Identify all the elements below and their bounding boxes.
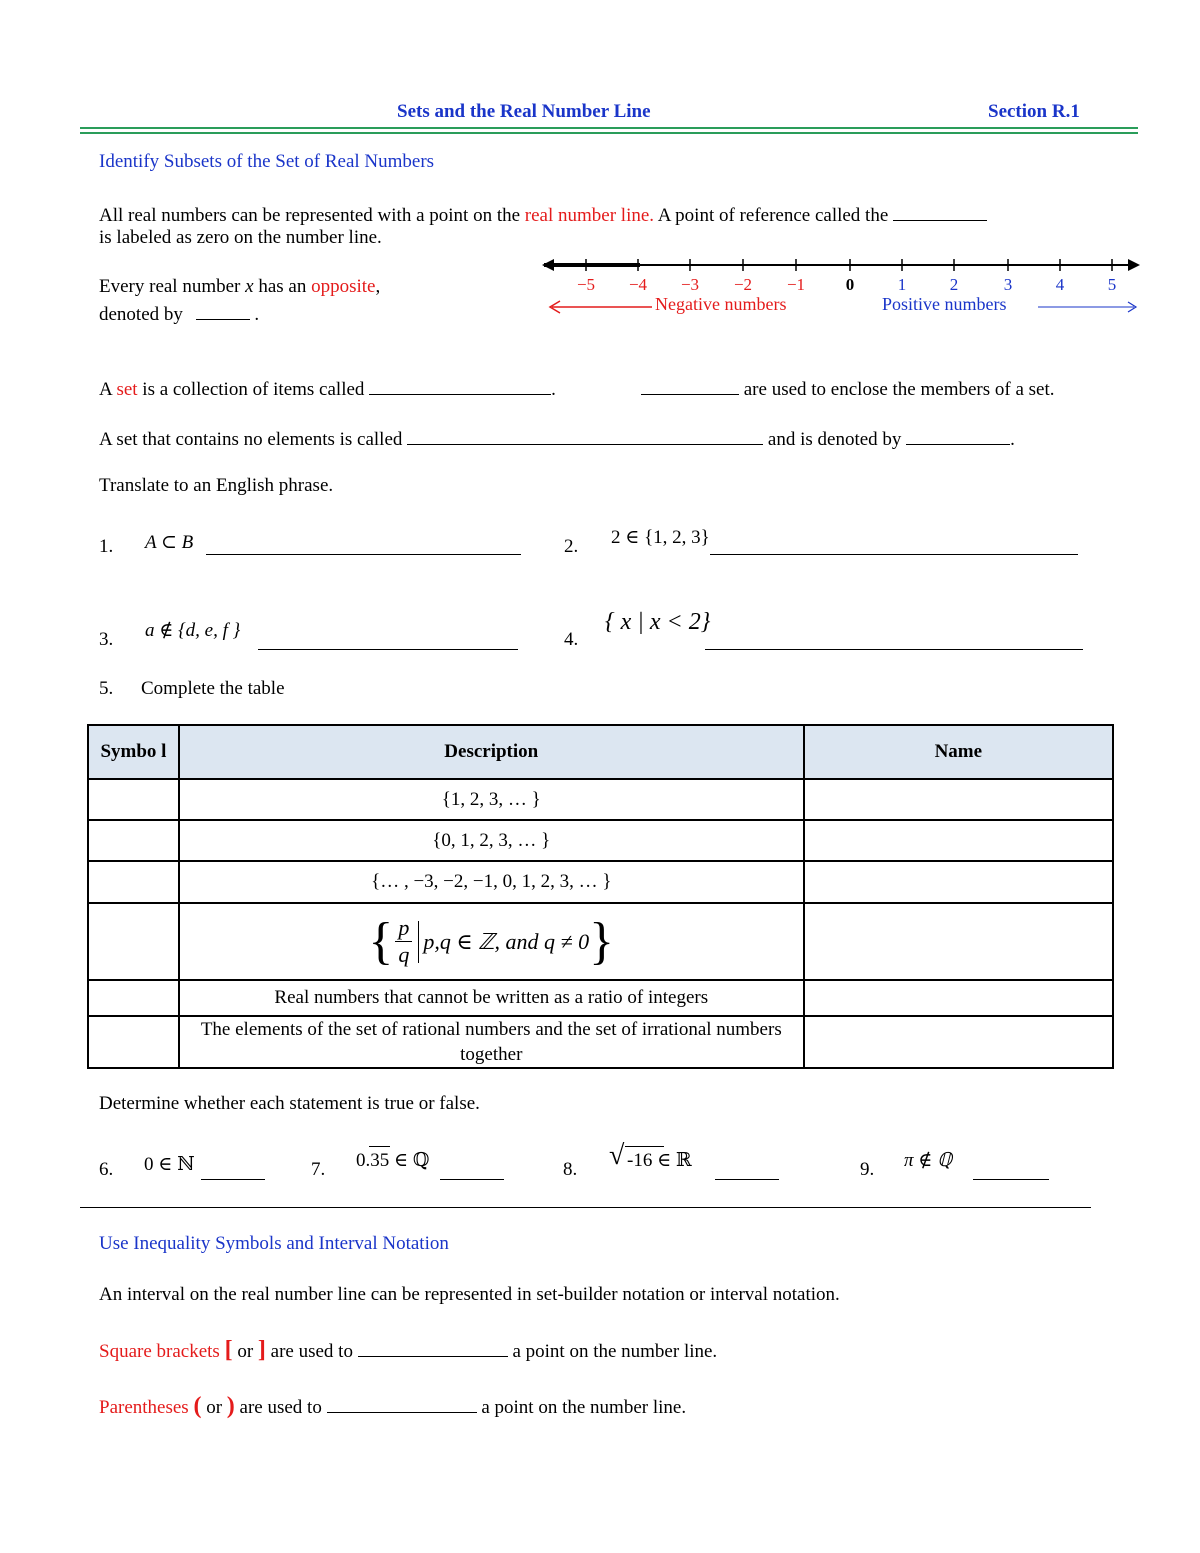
paragraph-set: [99, 376, 556, 401]
item-3-number: 3.: [99, 629, 114, 650]
blank-opposite-notation[interactable]: [196, 301, 250, 320]
paragraph-braces: [641, 376, 1055, 401]
left-brace: {: [368, 912, 394, 970]
description-cell: The elements of the set of rational numbers and the set of irrational numbers together: [179, 1016, 804, 1068]
item-2-expression: 2 ∈ {1, 2, 3}: [611, 527, 710, 548]
description-cell-rationals: [179, 903, 804, 980]
item-7-expression: 0.35 ∈ ℚ: [356, 1150, 430, 1171]
number-sets-table: [87, 724, 1114, 1069]
open-paren-symbol: (: [193, 1393, 202, 1419]
close-paren-symbol: ): [226, 1393, 235, 1419]
set-text-b: is a collection of items called: [137, 379, 365, 400]
item-8-expression: -16 ∈ ℝ: [627, 1150, 692, 1171]
name-cell[interactable]: [804, 779, 1113, 820]
radical-sign: √: [609, 1140, 625, 1171]
empty-text-b: and is denoted by: [767, 429, 902, 450]
name-cell[interactable]: [804, 903, 1113, 980]
table-row: [88, 903, 1113, 980]
positive-numbers-label: Positive numbers: [882, 294, 1007, 314]
such-that-bar: [418, 921, 419, 963]
section-heading-subsets: Identify Subsets of the Set of Real Numbers: [99, 151, 435, 172]
number-line-right-arrowhead: [1128, 259, 1140, 271]
item-7-answer-blank[interactable]: [440, 1161, 504, 1180]
term-set: set: [116, 379, 138, 400]
term-opposite: opposite: [311, 276, 376, 297]
item-9-answer-blank[interactable]: [973, 1161, 1049, 1180]
table-row: [88, 861, 1113, 903]
table-row: [88, 820, 1113, 861]
tick-label-neg-1: −1: [786, 275, 806, 294]
p1-text-b: A point of reference called the: [654, 205, 889, 226]
item-3-expression: a ∉ {d, e, f }: [145, 620, 241, 641]
tick-label-neg-4: −4: [628, 275, 648, 294]
radical-vinculum: [625, 1146, 664, 1147]
name-cell[interactable]: [804, 861, 1113, 903]
item-7-number: 7.: [311, 1159, 326, 1180]
sq-or-text: or: [232, 1341, 258, 1362]
item-8-number: 8.: [563, 1159, 578, 1180]
paragraph-opposite-line2: [99, 301, 259, 326]
sq-text-b: are used to: [265, 1341, 353, 1362]
description-cell: Real numbers that cannot be written as a ratio of integers: [179, 980, 804, 1016]
page-title: Sets and the Real Number Line: [397, 101, 651, 122]
symbol-cell[interactable]: [88, 903, 179, 980]
number-line-left-arrowhead: [542, 259, 554, 271]
rational-set-builder: [368, 912, 615, 970]
paragraph-square-brackets: [99, 1337, 717, 1364]
rational-condition: p,q ∈ ℤ, and q ≠ 0: [423, 928, 590, 954]
par-or-text: or: [201, 1397, 227, 1418]
set-text-d: are used to enclose the members of a set.: [743, 379, 1055, 400]
item-1-number: 1.: [99, 536, 114, 557]
par-text-c: a point on the number line.: [481, 1397, 687, 1418]
section-divider: [80, 1207, 1091, 1208]
opp-variable-x: x: [245, 276, 254, 297]
p1-text-a: All real numbers can be represented with a point on the: [99, 205, 525, 226]
description-cell: {… , −3, −2, −1, 0, 1, 2, 3, … }: [179, 861, 804, 903]
fraction-numerator: p: [395, 915, 412, 942]
term-parentheses: Parentheses: [99, 1397, 189, 1418]
tick-label-pos-1: 1: [897, 275, 907, 294]
term-square-brackets: Square brackets: [99, 1341, 220, 1362]
item-5-text: Complete the table: [141, 678, 285, 699]
item-6-number: 6.: [99, 1159, 114, 1180]
tick-label-zero: 0: [845, 275, 855, 294]
symbol-cell[interactable]: [88, 820, 179, 861]
section-label: Section R.1: [988, 101, 1080, 122]
close-bracket-symbol: ]: [257, 1337, 266, 1363]
table-header-row: [88, 725, 1113, 779]
description-cell: {0, 1, 2, 3, … }: [179, 820, 804, 861]
symbol-cell[interactable]: [88, 1016, 179, 1068]
table-row: [88, 1016, 1113, 1068]
header-rule-top: [80, 127, 1138, 129]
symbol-cell[interactable]: [88, 980, 179, 1016]
set-text-a: A: [99, 379, 117, 400]
item-4-number: 4.: [564, 629, 579, 650]
blank-elements[interactable]: [369, 376, 551, 395]
symbol-cell[interactable]: [88, 779, 179, 820]
tick-label-neg-5: −5: [576, 275, 596, 294]
opp-text-b: has an: [253, 276, 312, 297]
item-1-expression: A ⊂ B: [145, 532, 194, 553]
negative-numbers-label: Negative numbers: [655, 294, 787, 314]
opp-text-c: ,: [375, 276, 381, 297]
blank-braces[interactable]: [641, 376, 739, 395]
item-4-answer-blank[interactable]: [705, 631, 1083, 650]
paragraph-real-number-line: [99, 202, 987, 227]
right-brace: }: [589, 912, 615, 970]
blank-origin[interactable]: [893, 202, 987, 221]
item-5-number: 5.: [99, 678, 114, 699]
item-6-answer-blank[interactable]: [201, 1161, 265, 1180]
set-text-c: .: [551, 379, 556, 400]
section-heading-inequality: Use Inequality Symbols and Interval Notation: [99, 1233, 449, 1254]
p1-text-c: is labeled as zero on the number line.: [99, 227, 382, 248]
item-2-answer-blank[interactable]: [710, 536, 1078, 555]
item-8-answer-blank[interactable]: [715, 1161, 779, 1180]
name-cell[interactable]: [804, 980, 1113, 1016]
opp-text-e: .: [254, 304, 260, 325]
table-row: [88, 779, 1113, 820]
header-description: Description: [179, 725, 804, 779]
tick-label-neg-3: −3: [680, 275, 700, 294]
sq-text-c: a point on the number line.: [512, 1341, 718, 1362]
description-cell: {1, 2, 3, … }: [179, 779, 804, 820]
open-bracket-symbol: [: [224, 1337, 233, 1363]
header-rule-bottom: [80, 132, 1138, 134]
paragraph-parentheses: [99, 1393, 686, 1420]
name-cell[interactable]: [804, 820, 1113, 861]
item-9-number: 9.: [860, 1159, 875, 1180]
blank-square-brackets[interactable]: [358, 1338, 508, 1357]
item-9-expression: π ∉ ℚ: [904, 1150, 953, 1171]
name-cell[interactable]: [804, 1016, 1113, 1068]
tick-label-neg-2: −2: [733, 275, 753, 294]
repeating-bar: [369, 1146, 390, 1147]
empty-text-a: A set that contains no elements is called: [99, 429, 403, 450]
blank-empty-set-symbol[interactable]: [906, 426, 1010, 445]
true-false-instruction: Determine whether each statement is true or false.: [99, 1093, 480, 1114]
item-1-answer-blank[interactable]: [206, 536, 521, 555]
paragraph-empty-set: [99, 426, 1015, 451]
opp-text-d: denoted by: [99, 304, 183, 325]
interval-intro: An interval on the real number line can be represented in set-builder notation or interval notation.: [99, 1284, 840, 1305]
tick-label-pos-4: 4: [1055, 275, 1065, 294]
fraction-p-over-q: [395, 915, 412, 968]
blank-empty-set-name[interactable]: [407, 426, 763, 445]
item-3-answer-blank[interactable]: [258, 631, 518, 650]
fraction-denominator: q: [398, 942, 410, 967]
tick-label-pos-3: 3: [1003, 275, 1013, 294]
tick-label-pos-5: 5: [1107, 275, 1117, 294]
opp-text-a: Every real number: [99, 276, 246, 297]
par-text-b: are used to: [234, 1397, 322, 1418]
translate-instruction: Translate to an English phrase.: [99, 475, 334, 496]
item-6-expression: 0 ∈ ℕ: [144, 1154, 195, 1175]
table-row: [88, 980, 1113, 1016]
number-line-figure: [530, 248, 1150, 328]
tick-label-pos-2: 2: [949, 275, 959, 294]
header-name: Name: [804, 725, 1113, 779]
empty-text-c: .: [1010, 429, 1015, 450]
term-real-number-line: real number line.: [524, 205, 655, 226]
symbol-cell[interactable]: [88, 861, 179, 903]
item-2-number: 2.: [564, 536, 579, 557]
paragraph-opposite: [99, 276, 380, 298]
header-symbol: Symbo l: [88, 725, 179, 779]
blank-parentheses[interactable]: [327, 1394, 477, 1413]
item-4-expression: { x | x < 2}: [605, 609, 711, 635]
